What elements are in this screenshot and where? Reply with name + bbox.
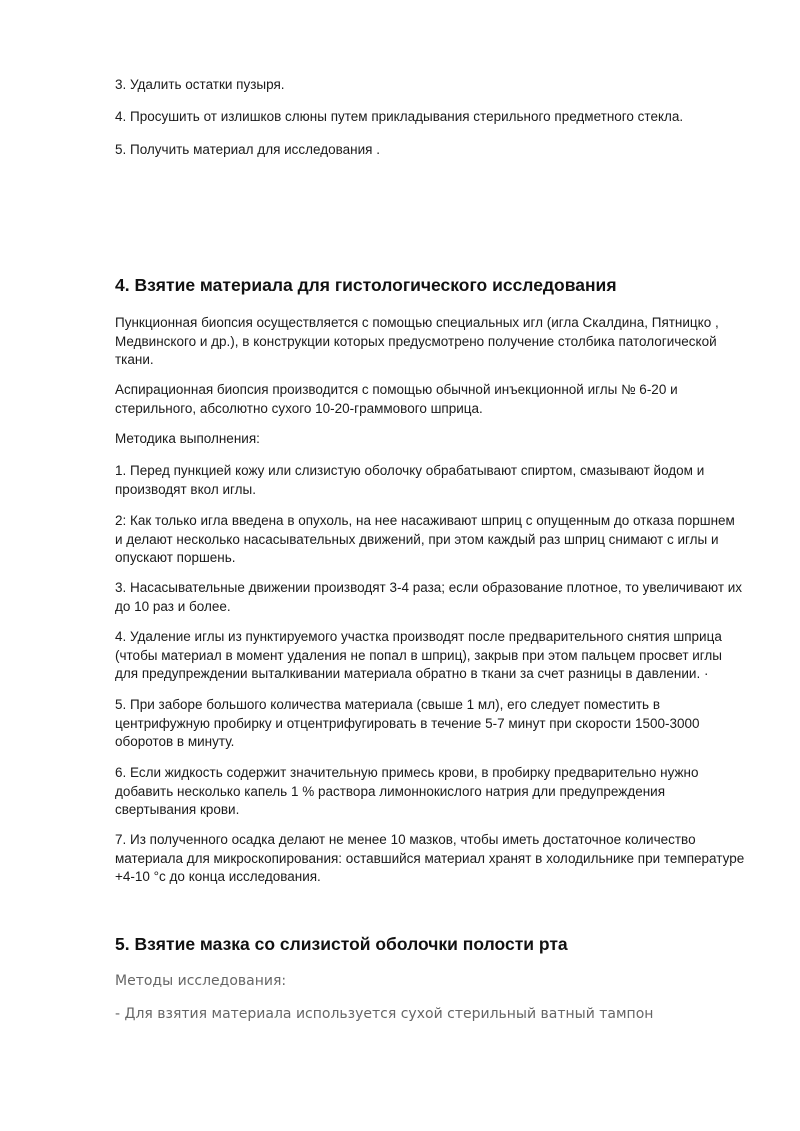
list-item-step-3: 3. Насасывательные движении производят 3-4 раза; если образование плотное, то увеличивают их до 10 раз и более. bbox=[115, 580, 743, 614]
list-item-step-7: 7. Из полученного осадка делают не менее 10 мазков, чтобы иметь достаточное количество материала для микроскопирования: оставшийся материал хранят в холодильнике при температуре +4-10 °с до конца исследования. bbox=[115, 832, 745, 884]
list-item-remove-bubble: 3. Удалить остатки пузыря. bbox=[115, 77, 285, 92]
paragraph-method-title: Методика выполнения: bbox=[115, 431, 260, 446]
section-heading-oral-smear: 5. Взятие мазка со слизистой оболочки полости рта bbox=[115, 934, 568, 954]
section-heading-histology: 4. Взятие материала для гистологического исследования bbox=[115, 275, 617, 295]
paragraph-swab-note: - Для взятия материала используется сухой стерильный ватный тампон bbox=[115, 1006, 654, 1022]
list-item-step-4: 4. Удаление иглы из пунктируемого участка производят после предварительного снятия шприца (чтобы материал в момент удаления не попал в шприц), закрыв при этом пальцем просвет иглы для предупреждении выталкивании материала обратно в ткани за счет разницы в давлении. · bbox=[115, 629, 723, 681]
paragraph-puncture-biopsy: Пункционная биопсия осуществляется с помощью специальных игл (игла Скалдина, Пятницко , Медвинского и др.), в конструкции которых предусмотрено получение столбика патологической ткани. bbox=[115, 315, 719, 367]
list-item-get-material: 5. Получить материал для исследования . bbox=[115, 142, 380, 157]
list-item-step-6: 6. Если жидкость содержит значительную примесь крови, в пробирку предварительно нужно добавить несколько капель 1 % раствора лимоннокислого натрия дли предупреждения свертывания крови. bbox=[115, 765, 699, 817]
paragraph-research-methods: Методы исследования: bbox=[115, 973, 287, 989]
list-item-step-2: 2: Как только игла введена в опухоль, на нее насаживают шприц с опущенным до отказа поршнем и делают несколько насасывательных движений, при этом каждый раз шприц снимают с иглы и опускают поршень. bbox=[115, 513, 735, 565]
paragraph-aspiration-biopsy: Аспирационная биопсия производится с помощью обычной инъекционной иглы № 6-20 и стерильного, абсолютно сухого 10-20-граммового шприца. bbox=[115, 382, 678, 416]
list-item-step-5: 5. При заборе большого количества материала (свыше 1 мл), его следует поместить в центрифужную пробирку и отцентрифугировать в течение 5-7 минут при скорости 1500-3000 оборотов в минуту. bbox=[115, 697, 700, 749]
list-item-step-1: 1. Перед пункцией кожу или слизистую оболочку обрабатывают спиртом, смазывают йодом и производят вкол иглы. bbox=[115, 463, 705, 497]
list-item-dry-saliva: 4. Просушить от излишков слюны путем прикладывания стерильного предметного стекла. bbox=[115, 109, 684, 124]
